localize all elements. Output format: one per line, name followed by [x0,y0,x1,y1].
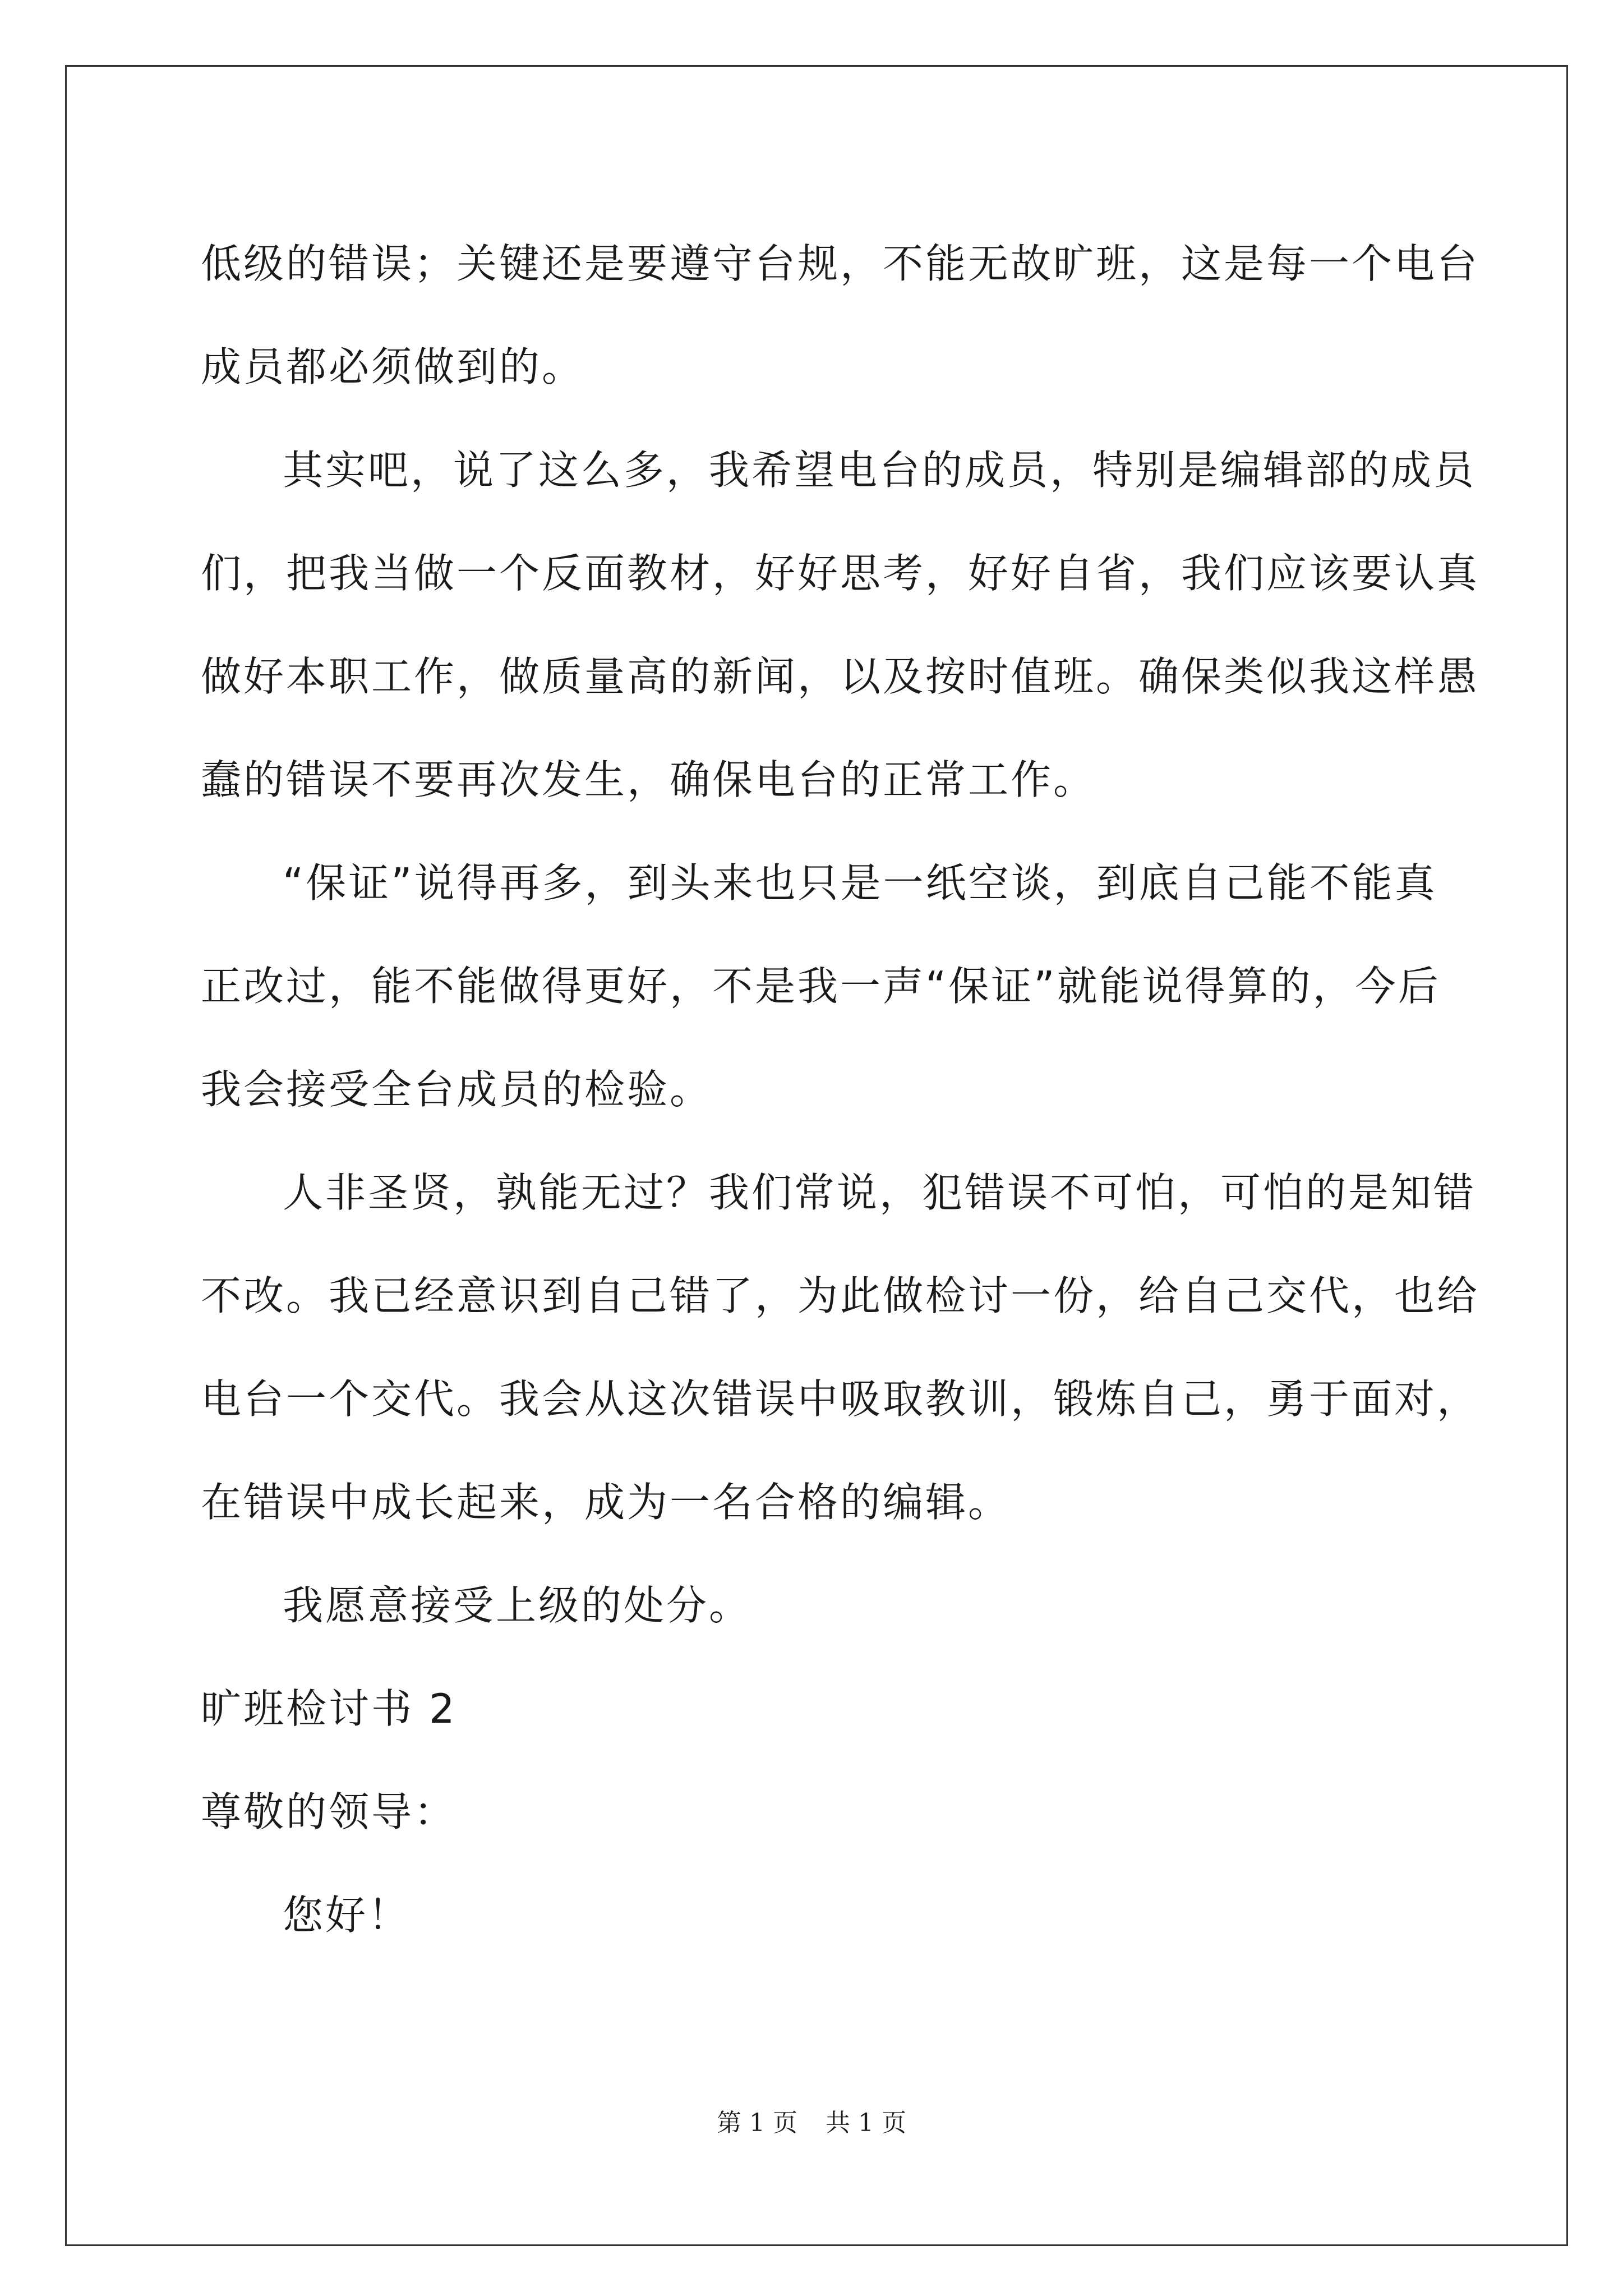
body-line-7: “保证”说得再多，到头来也只是一纸空谈，到底自己能不能真 [283,859,1437,907]
salutation: 尊敬的领导： [201,1788,457,1835]
body-line-5: 做好本职工作，做质量高的新闻，以及按时值班。确保类似我这样愚 [201,653,1480,700]
body-line-12: 电台一个交代。我会从这次错误中吸取教训，锻炼自己，勇于面对， [201,1375,1480,1423]
body-line-6: 蠢的错误不要再次发生，确保电台的正常工作。 [201,756,1096,803]
body-line-10: 人非圣贤，孰能无过？我们常说，犯错误不可怕，可怕的是知错 [283,1169,1477,1216]
body-line-2: 成员都必须做到的。 [201,343,585,390]
page-footer [0,2102,1623,2138]
page-total: 共 1 页 [826,2109,906,2137]
body-line-13: 在错误中成长起来，成为一名合格的编辑。 [201,1479,1011,1526]
page-number: 第 1 页 [717,2109,797,2137]
body-line-3: 其实吧，说了这么多，我希望电台的成员，特别是编辑部的成员 [283,447,1477,494]
document-body [201,212,1480,1967]
body-line-1: 低级的错误；关键还是要遵守台规，不能无故旷班，这是每一个电台 [201,240,1480,287]
body-line-4: 们，把我当做一个反面教材，好好思考，好好自省，我们应该要认真 [201,550,1480,597]
section-title: 旷班检讨书 2 [201,1685,457,1732]
body-line-14: 我愿意接受上级的处分。 [283,1582,752,1629]
greeting: 您好！ [283,1892,411,1939]
body-line-11: 不改。我已经意识到自己错了，为此做检讨一份，给自己交代，也给 [201,1272,1480,1319]
body-line-9: 我会接受全台成员的检验。 [201,1066,713,1113]
body-line-8: 正改过，能不能做得更好，不是我一声“保证”就能说得算的，今后 [201,963,1441,1010]
